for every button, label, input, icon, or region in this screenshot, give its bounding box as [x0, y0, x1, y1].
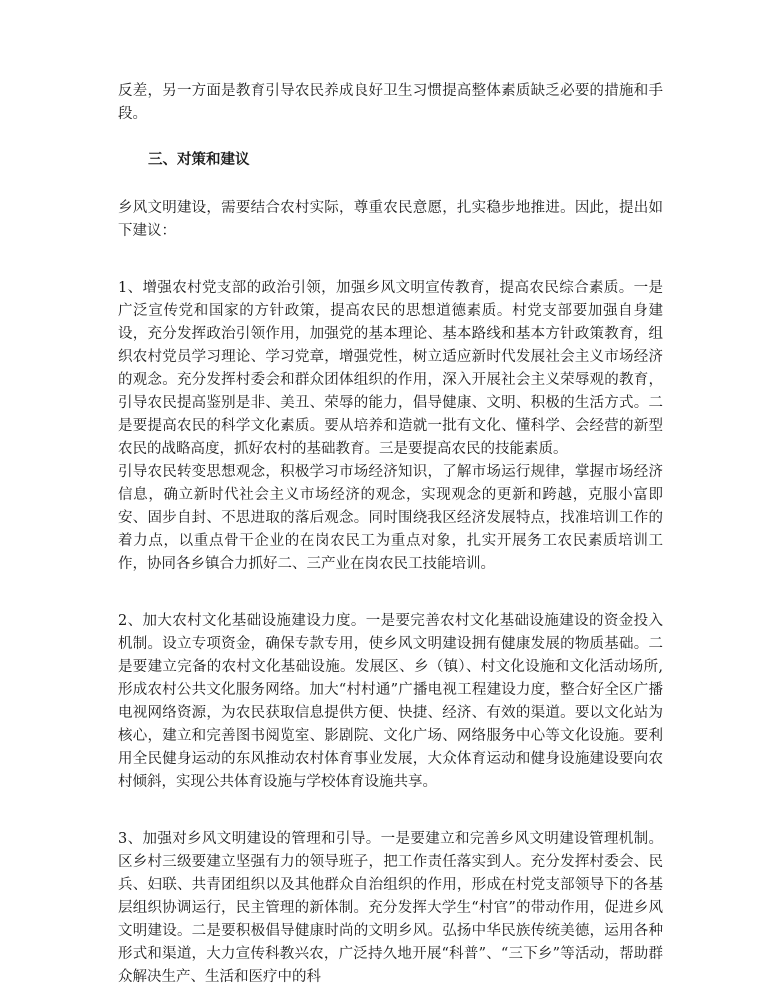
section-heading: 三、对策和建议 [148, 151, 250, 168]
document-page [118, 80, 663, 989]
paragraph-suggestion-2: 2、加大农村文化基础设施建设力度。一是要完善农村文化基础设施建设的资金投入机制。设立专项资金，确保专款专用，使乡风文明建设拥有健康发展的物质基础。二是要建立完备的农村文化基础设施。发展区、乡（镇）、村文化设施和文化活动场所,形成农村公共文化服务网络。加大“村村通”广播电视工程建设力度，整合好全区广播电视网络资源，为农民获取信息提供方便、快捷、经济、有效的渠道。要以文化站为核心，建立和完善图书阅览室、影剧院、文化广场、网络服务中心等文化设施。要利用全民健身运动的东风推动农村体育事业发展，大众体育运动和健身设施建设要向农村倾斜，实现公共体育设施与学校体育设施共享。 [118, 613, 663, 790]
paragraph-suggestion-1: 1、增强农村党支部的政治引领，加强乡风文明宣传教育，提高农民综合素质。一是广泛宣传党和国家的方针政策，提高农民的思想道德素质。村党支部要加强自身建设，充分发挥政治引领作用，加强党的基本理论、基本路线和基本方针政策教育，组织农村党员学习理论、学习党章，增强党性，树立适应新时代发展社会主义市场经济的观念。充分发挥村委会和群众团体组织的作用，深入开展社会主义荣辱观的教育，引导农民提高鉴别是非、美丑、荣辱的能力，倡导健康、文明、积极的生活方式。二是要提高农民的科学文化素质。要从培养和造就一批有文化、懂科学、会经营的新型农民的战略高度，抓好农村的基础教育。三是要提高农民的技能素质。 [118, 280, 663, 457]
paragraph-continuation: 反差，另一方面是教育引导农民养成良好卫生习惯提高整体素质缺乏必要的措施和手段。 [118, 83, 663, 122]
paragraph-suggestion-1-continued: 引导农民转变思想观念，积极学习市场经济知识，了解市场运行规律，掌握市场经济信息，确立新时代社会主义市场经济的观念，实现观念的更新和跨越，克服小富即安、固步自封、不思进取的落后观念。同时围绕我区经济发展特点，找准培训工作的着力点，以重点骨干企业的在岗农民工为重点对象，扎实开展务工农民素质培训工作，协同各乡镇合力抓好二、三产业在岗农民工技能培训。 [118, 464, 663, 572]
paragraph-suggestion-3: 3、加强对乡风文明建设的管理和引导。一是要建立和完善乡风文明建设管理机制。区乡村三级要建立坚强有力的领导班子，把工作责任落实到人。充分发挥村委会、民兵、妇联、共青团组织以及其他群众自治组织的作用，形成在村党支部领导下的各基层组织协调运行，民主管理的新体制。充分发挥大学生“村官”的带动作用，促进乡风文明建设。二是要积极倡导健康时尚的文明乡风。弘扬中华民族传统美德，运用各种形式和渠道，大力宣传科教兴农，广泛持久地开展“科普”、“三下乡”等活动，帮助群众解决生产、生活和医疗中的科 [118, 831, 663, 985]
paragraph-intro: 乡风文明建设，需要结合农村实际，尊重农民意愿，扎实稳步地推进。因此，提出如下建议： [118, 200, 663, 239]
